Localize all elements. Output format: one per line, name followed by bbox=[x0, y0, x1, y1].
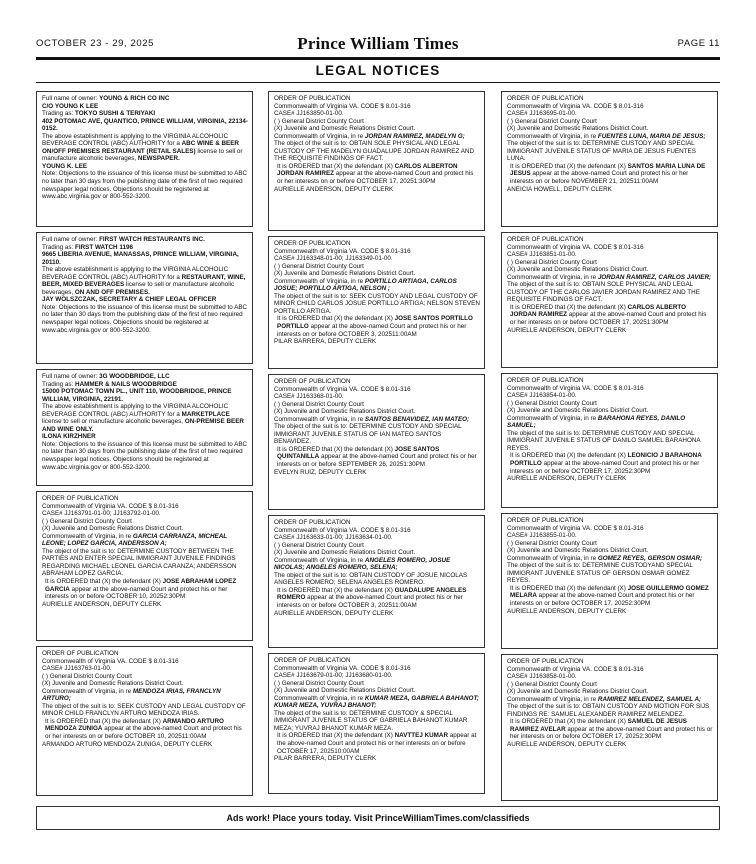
page-number: PAGE 11 bbox=[677, 38, 720, 49]
abc-license-notice: Full name of owner: 3G WOODBRIDGE, LLC Trading as: HAMMER & NAILS WOODBRIDGE 15000 POTOMAC TOWN PL., UNIT 110, WOODBRIDGE, PRINCE WILLIAM, VIRGINIA, 22191. The above establishment is applying to the VIRGINIA ALCOHOLIC BEVERAGE CONTROL (ABC) AUTHORITY for a MARKETPLACE license to sell or manufacture alcoholic beverages, ON-PREMISE BEER AND WINE ONLY. ILONA KIRZHNER Note: Objections to the issuance of this license must be submitted to ABC no later than 30 days from the publishing date of the first of two required newspaper legal notices. Objections should be registered at www.abc.virginia.gov or 800-552-3200. bbox=[36, 369, 253, 486]
order-of-publication: ORDER OF PUBLICATION Commonwealth of Virginia VA. CODE $ 8.01-316 CASE# JJ163695-01-00. ( ) General District County Court (X) Juvenile and Domestic Relations District Court. Commonwealth of Virginia, in re FUENTES LUNA, MARIA DE JESUS; The object of the suit is to: DETERMINE CUSTODY AND SPECIAL IMMIGRANT JUVENILE STATUS OF MARIA DE JESUS FUENTES LUNA. It is ORDERED that (X) the defendant (X) SANTOS MARIA LUNA DE JESUS appear at the above-named Court and protect his or her interests on or before NOVEMBER 21, 202511:00AM ANEICIA HOWELL, DEPUTY CLERK bbox=[501, 91, 718, 227]
column-2 bbox=[268, 91, 485, 799]
order-of-publication: ORDER OF PUBLICATION Commonwealth of Virginia VA. CODE $ 8.01-316 CASE# JJ163679-01-00; JJ163680-01-00. ( ) General District County Court (X) Juvenile and Domestic Relations District Court. Commonwealth of Virginia, in re KUMAR MEZA, GABRIELA BAHANOT; KUMAR MEZA, YUVRAJ BHANOT; The object of the suit is to: DETERMINE CUSTODY & SPECIAL IMMIGRANT JUVENILE STATUS OF GABRIELA BAHANOT KUMAR MEZA; YUVRAJ BHANOT KUMAR MEZA. It is ORDERED that (X) the defendant (X) NAVTTEJ KUMAR appear at the above-named Court and protect his or her interests on or before OCTOBER 17, 202510:00AM PILAR BARRERA, DEPUTY CLERK bbox=[268, 653, 485, 794]
issue-date: OCTOBER 23 - 29, 2025 bbox=[36, 38, 155, 49]
abc-license-notice: Full name of owner: YOUNG & RICH CO INC C/O YOUNG K LEE Trading as: TOKYO SUSHI & TERIYAKI 402 POTOMAC AVE, QUANTICO, PRINCE WILLIAM, VIRGINIA, 22134-0152. The above establishment is applying to the VIRGINIA ALCOHOLIC BEVERAGE CONTROL (ABC) AUTHORITY for a ABC WINE & BEER ON/OFF PREMISES RESTAURANT (RETAIL SALES) license to sell or manufacture alcoholic beverages, NEWSPAPER. YOUNG K. LEE Note: Objections to the issuance of this license must be submitted to ABC no later than 30 days from the publishing date of the first of two required newspaper legal notices. Objections should be registered at www.abc.virginia.gov or 800-552-3200. bbox=[36, 91, 253, 227]
classifieds-banner[interactable]: Ads work! Place yours today. Visit PrinceWilliamTimes.com/classifieds bbox=[36, 806, 720, 830]
order-of-publication: ORDER OF PUBLICATION Commonwealth of Virginia VA. CODE $ 8.01-316 CASE# JJ163791-01-00; JJ163792-01-00. ( ) General District County Court (X) Juvenile and Domestic Relations District Court. Commonwealth of Virginia, in re GARCIA CARRANZA, MICHEAL LEONE; LOPEZ GARCIA, ANDERSSON A; The object of the suit is to: DETERMINE CUSTODY BETWEEN THE PARTIES AND ENTER SPECIAL IMMIGRANT JUVENILE FINDINGS REGARDING MICHAEL LEONEL GARCIA CARANZA; ANDERSSON ABRAHAM LOPEZ GARCIA. It is ORDERED that (X) the defendant (X) JOSE ABRAHAM LOPEZ GARCIA appear at the above-named Court and protect his or her interests on or before OCTOBER 10, 20252:30PM AURIELLE ANDERSON, DEPUTY CLERK bbox=[36, 491, 253, 641]
order-of-publication: ORDER OF PUBLICATION Commonwealth of Virginia VA. CODE $ 8.01-316 CASE# JJ163850-01-00. ( ) General District County Court (X) Juvenile and Domestic Relations District Court. Commonwealth of Virginia, in re JORDAN RAMIREZ, MADELYN G; The object of the suit is to: OBTAIN SOLE PHYSICAL AND LEGAL CUSTODY OF THE MADELYN GUADALUPE JORDAN RAMIREZ AND THE REQUISITE FINDINGS OF FACT. It is ORDERED that (X) the defendant (X) CARLOS ALBERTON JORDAN RAMIREZ appear at the above-named Court and protect his or her interests on or before OCTOBER 17, 20251:30PM AURIELLE ANDERSON, DEPUTY CLERK bbox=[268, 91, 485, 231]
newspaper-name: Prince William Times bbox=[297, 34, 459, 53]
order-of-publication: ORDER OF PUBLICATION Commonwealth of Virginia VA. CODE $ 8.01-316 CASE# JJ163851-01-00. ( ) General District County Court (X) Juvenile and Domestic Relations District Court. Commonwealth of Virginia, in re JORDAN RAMIREZ, CARLOS JAVIER; The object of the suit is to: OBTAIN SOLE PHYSICAL AND LEGAL CUSTODY OF THE CARLOS JAVIER JORDAN RAMIREZ AND THE REQUISITE FINDINGS OF FACT. It is ORDERED that (X) the defendant (X) CARLOS ALBERTO JORDAN RAMIREZ appear at the above-named Court and protect his or her interests on or before OCTOBER 17, 20251:30PM AURIELLE ANDERSON, DEPUTY CLERK bbox=[501, 232, 718, 368]
order-of-publication: ORDER OF PUBLICATION Commonwealth of Virginia VA. CODE $ 8.01-316 CASE# JJ163633-01-00; JJ163634-01-00. ( ) General District County Court (X) Juvenile and Domestic Relations District Court. Commonwealth of Virginia, in re ANGELES ROMERO, JOSUE NICOLAS; ANGELES ROMERO, SELENA; The object of the suit is to: OBTAIN CUSTODY OF JOSUE NICOLAS ANGELES ROMERO; SELENA ANGELES ROMERO. It is ORDERED that (X) the defendant (X) GUADALUPE ANGELES ROMERO appear at the above-named Court and protect his or her interests on or before OCTOBER 3, 202511:00AM AURIELLE ANDERSON, DEPUTY CLERK bbox=[268, 515, 485, 648]
order-of-publication: ORDER OF PUBLICATION Commonwealth of Virginia VA. CODE $ 8.01-316 CASE# JJ163368-01-00. ( ) General District County Court (X) Juvenile and Domestic Relations District Court. Commonwealth of Virginia, in re SANTOS BENAVIDEZ, IAN MATEO; The object of the suit is to: DETERMINE CUSTODY AND SPECIAL IMMIGRANT JUVENILE STATUS OF IAN MATEO SANTOS BENAVIDEZ. It is ORDERED that (X) the defendant (X) JOSE SANTOS QUINTANILLA appear at the above-named Court and protect his or her interests on or before SEPTEMBER 26, 20251:30PM EVELYN RUIZ, DEPUTY CLERK bbox=[268, 374, 485, 510]
column-3 bbox=[501, 91, 718, 806]
order-of-publication: ORDER OF PUBLICATION Commonwealth of Virginia VA. CODE $ 8.01-316 CASE# JJ163854-01-00. ( ) General District County Court (X) Juvenile and Domestic Relations District Court. Commonwealth of Virginia, in re BARAHONA REYES, DANILO SAMUEL; The object of the suit is to: DETERMINE CUSTODY AND SPECIAL IMMIGRANT JUVENILE STATUS OF DANILO SAMUEL BARAHONA REYES. It is ORDERED that (X) the defendant (X) LEONICIO J BARAHONA PORTILLO appear at the above-named Court and protect his or her interests on or before OCTOBER 17, 20252:30PM AURIELLE ANDERSON, DEPUTY CLERK bbox=[501, 373, 718, 508]
order-of-publication: ORDER OF PUBLICATION Commonwealth of Virginia VA. CODE $ 8.01-316 CASE# JJ163763-01-00. ( ) General District County Court (X) Juvenile and Domestic Relations District Court. Commonwealth of Virginia, in re MENDOZA IRIAS, FRANCLYN ARTURO; The object of the suit is to: SEEK CUSTODY AND LEGAL CUSTODY OF MINOR CHILD FRANCLYN ARTURO MENDOZA IRIAS. It is ORDERED that (X) the defendant (X) ARMANDO ARTURO MENDOZA ZUNIGA appear at the above-named Court and protect his or her interests on or before OCTOBER 10, 202511:00AM ARMANDO ARTURO MENDOZA ZUNIGA, DEPUTY CLERK bbox=[36, 646, 253, 796]
section-title: LEGAL NOTICES bbox=[36, 57, 720, 83]
masthead bbox=[36, 34, 720, 56]
order-of-publication: ORDER OF PUBLICATION Commonwealth of Virginia VA. CODE $ 8.01-316 CASE# JJ163855-01-00. ( ) General District County Court (X) Juvenile and Domestic Relations District Court. Commonwealth of Virginia, in re GOMEZ REYES, GERSON OSMAR; The object of the suit is to: DETERMINE CUSTODYAND SPECIAL IMMIGRANT JUVENILE STATUS OF GERSON OSMAR GOMEZ REYES. It is ORDERED that (X) the defendant (X) JOSE GUILLERMO GOMEZ MELARA appear at the above-named Court and protect his or her interests on or before OCTOBER 17, 20252:30PM AURIELLE ANDERSON, DEPUTY CLERK bbox=[501, 513, 718, 649]
order-of-publication: ORDER OF PUBLICATION Commonwealth of Virginia VA. CODE $ 8.01-316 CASE# JJ163858-01-00. ( ) General District County Court (X) Juvenile and Domestic Relations District Court. Commonwealth of Virginia, in re RAMIREZ MELENDEZ, SAMUEL A; The object of the suit is to: OBTAIN CUSTODY AND MOTION FOR SIJS FINDINGS RE: SAMUEL ALEXANDER RAMIREZ MELENDEZ. It is ORDERED that (X) the defendant (X) SAMUEL DE JESUS RAMIREZ AVELAR appear at the above-named Court and protect his or her interests on or before OCTOBER 17, 20252:30PM AURIELLE ANDERSON, DEPUTY CLERK bbox=[501, 654, 718, 801]
abc-license-notice: Full name of owner: FIRST WATCH RESTAURANTS INC. Trading as: FIRST WATCH 1196 9665 LIBERIA AVENUE, MANASSAS, PRINCE WILLIAM, VIRGINIA, 20110. The above establishment is applying to the VIRGINIA ALCOHOLIC BEVERAGE CONTROL (ABC) AUTHORITY for a RESTAURANT, WINE, BEER, MIXED BEVERAGES license to sell or manufacture alcoholic beverages, ON AND OFF PREMISES. JAY WOLSZCZAK, SECRETARY & CHIEF LEGAL OFFICER Note: Objections to the issuance of this license must be submitted to ABC no later than 30 days from the publishing date of the first of two required newspaper legal notices. Objections should be registered at www.abc.virginia.gov or 800-552-3200. bbox=[36, 232, 253, 364]
column-1 bbox=[36, 91, 253, 801]
order-of-publication: ORDER OF PUBLICATION Commonwealth of Virginia VA. CODE $ 8.01-316 CASE# JJ163348-01-00; JJ163349-01-00. ( ) General District County Court (X) Juvenile and Domestic Relations District Court. Commonwealth of Virginia, in re PORTILLO ARTIAGA, CARLOS JOSUE; PORTILLO ARTIGA, NELSON ; The object of the suit is to: SEEK CUSTODY AND LEGAL CUSTODY OF MINOR CHILD CARLOS JOSUE PORTILLO ARTIGA; NELSON STEVEN PORTILLO ARTIGA. It is ORDERED that (X) the defendant (X) JOSE SANTOS PORTILLO PORTILLO appear at the above-named Court and protect his or her interests on or before OCTOBER 3, 202511:00AM PILAR BARRERA, DEPUTY CLERK bbox=[268, 236, 485, 369]
